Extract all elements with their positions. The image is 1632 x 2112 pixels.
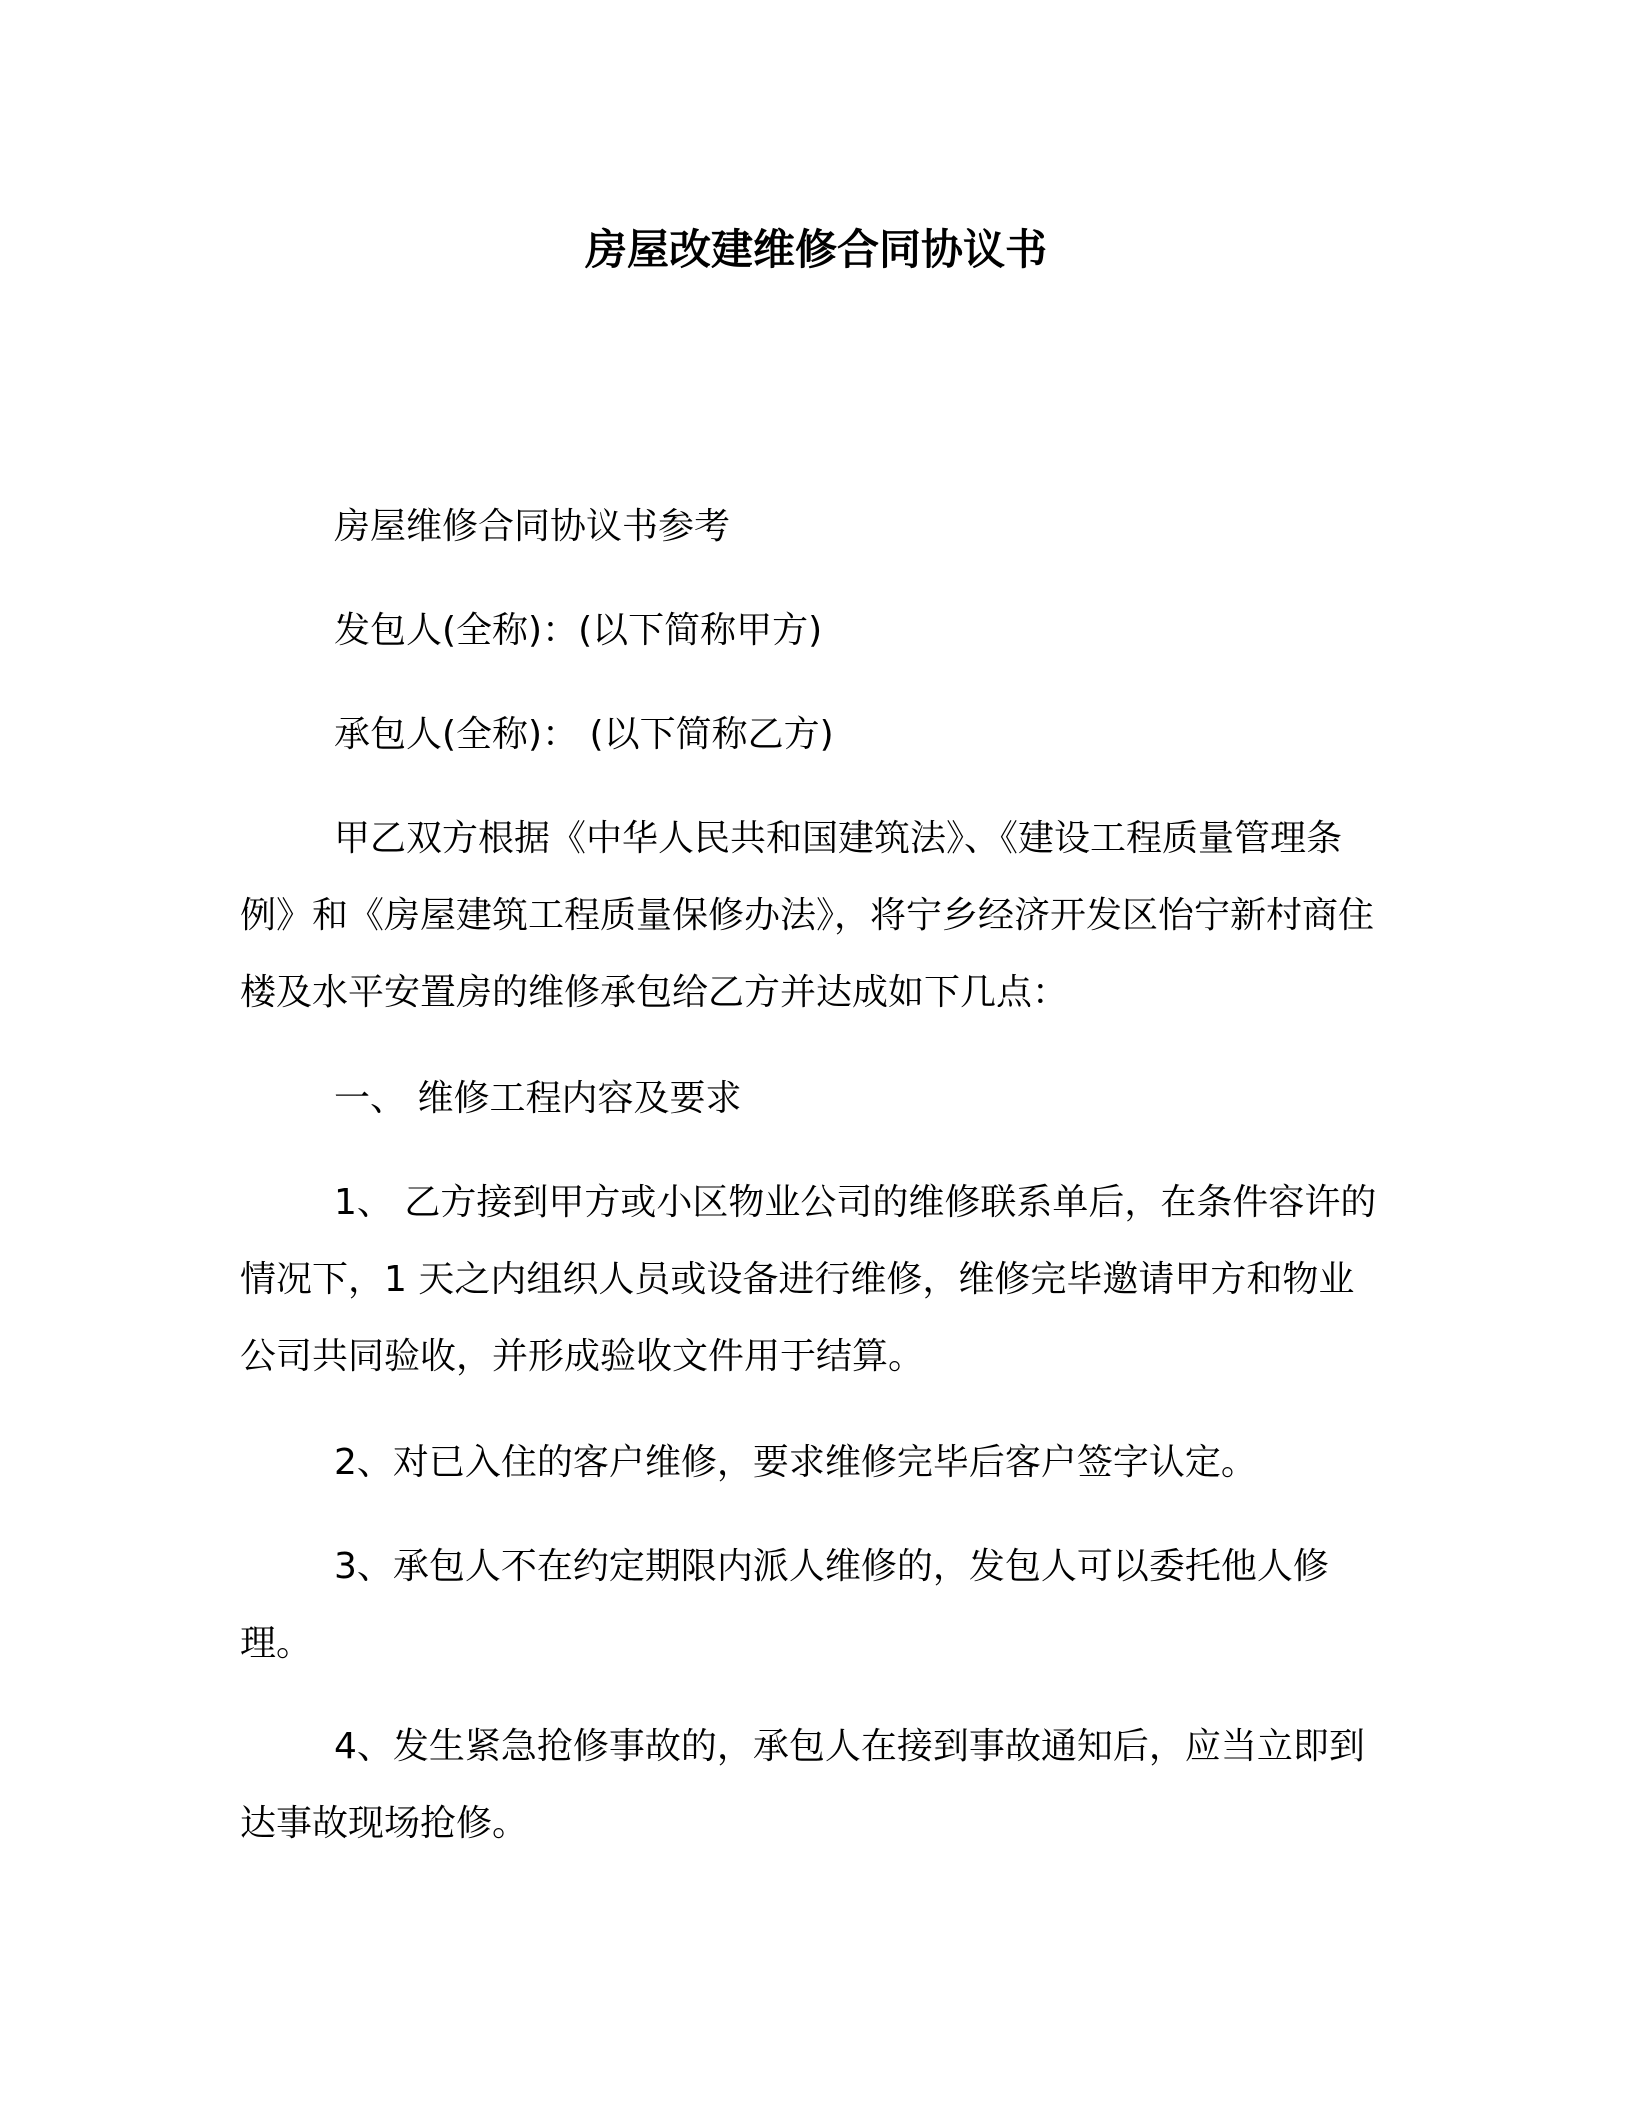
clause-1: 1、 乙方接到甲方或小区物业公司的维修联系单后，在条件容许的情况下，1 天之内组织人员或设备进行维修，维修完毕邀请甲方和物业公司共同验收，并形成验收文件用于结算。: [240, 1182, 1377, 1377]
paragraph-party-b: 承包人(全称)： (以下简称乙方): [334, 714, 834, 755]
clause-4: 4、发生紧急抢修事故的，承包人在接到事故通知后，应当立即到达事故现场抢修。: [240, 1726, 1365, 1844]
paragraph-reference-heading: 房屋维修合同协议书参考: [334, 506, 731, 547]
document-title: 房屋改建维修合同协议书: [584, 225, 1047, 274]
paragraph-party-a: 发包人(全称)：(以下简称甲方): [334, 610, 823, 651]
paragraph-preamble: 甲乙双方根据《中华人民共和国建筑法》、《建设工程质量管理条例》和《房屋建筑工程质量保修办法》，将宁乡经济开发区怡宁新村商住楼及水平安置房的维修承包给乙方并达成如下几点：: [240, 818, 1375, 1013]
clause-2: 2、对已入住的客户维修，要求维修完毕后客户签字认定。: [334, 1442, 1257, 1483]
section-heading-scope: 一、 维修工程内容及要求: [334, 1078, 742, 1119]
clause-3: 3、承包人不在约定期限内派人维修的，发包人可以委托他人修理。: [240, 1546, 1329, 1664]
